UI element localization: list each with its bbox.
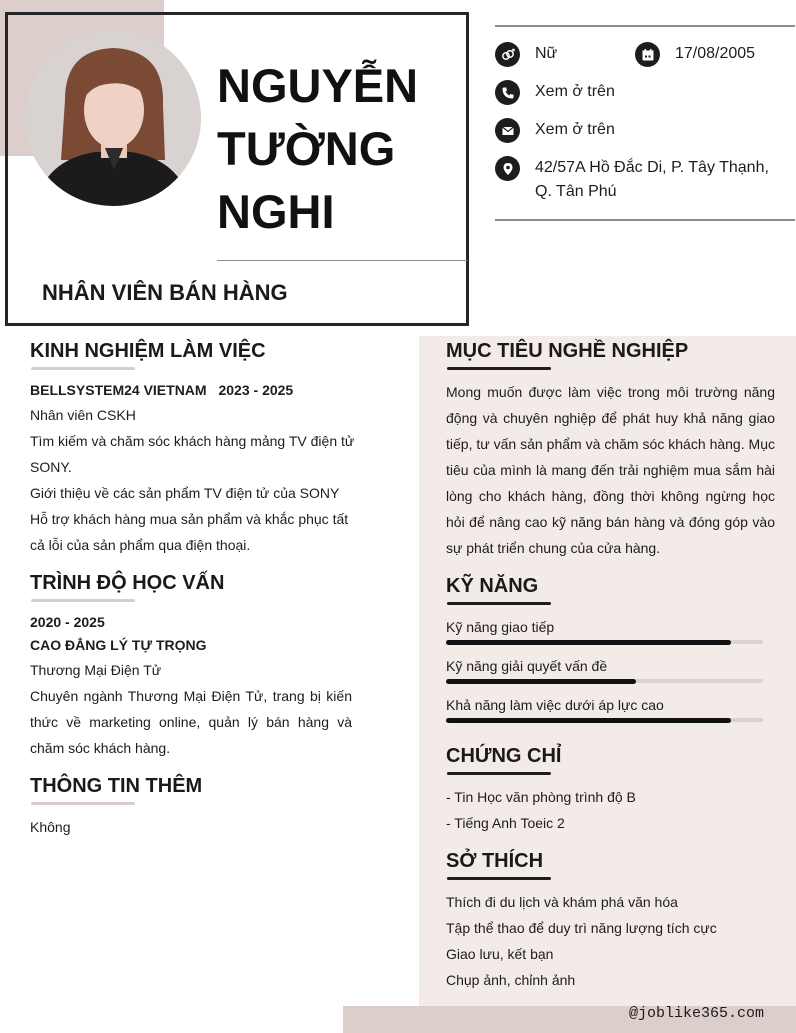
name-line-2: TƯỜNG	[217, 122, 396, 175]
experience-company-row	[30, 377, 293, 403]
skill-label-3: Khả năng làm việc dưới áp lực cao	[446, 697, 664, 713]
certificates-title: CHỨNG CHỈ	[446, 745, 562, 767]
skill-fill-2	[446, 679, 636, 684]
phone-value: Xem ở trên	[535, 83, 615, 100]
skill-bar-3	[446, 718, 763, 722]
contact-email	[495, 118, 615, 143]
education-title: TRÌNH ĐỘ HỌC VẤN	[30, 572, 225, 594]
phone-icon	[495, 80, 520, 105]
name-line-3: NGHI	[217, 185, 335, 238]
address-value	[535, 156, 769, 204]
gender-icon	[495, 42, 520, 67]
certificates-title-underline	[447, 772, 551, 775]
experience-company: BELLSYSTEM24 VIETNAM	[30, 382, 207, 398]
contact-phone	[495, 80, 615, 105]
candidate-name	[217, 54, 457, 243]
skills-title: KỸ NĂNG	[446, 575, 539, 597]
profile-photo	[25, 30, 201, 206]
skill-fill-1	[446, 640, 731, 645]
contact-top-divider	[495, 25, 795, 27]
objective-title-underline	[447, 367, 551, 370]
hobbies-title-underline	[447, 877, 551, 880]
location-pin-icon	[495, 156, 520, 181]
skill-label-2: Kỹ năng giải quyết vấn đề	[446, 658, 608, 674]
objective-text: Mong muốn được làm việc trong môi trường năng động và chuyên nghiệp để phát huy khả năng giao tiếp, tư vấn sản phẩm và chăm sóc khách hàng. Mục tiêu của mình là mang đến trải nghiệm mua sắm hài lòng cho khách hàng, đồng thời không ngừng học hỏi để nâng cao kỹ năng bán hàng và đóng góp vào sự phát triển chung của cửa hàng.	[446, 384, 775, 556]
education-major: Thương Mại Điện Tử	[30, 662, 162, 678]
education-title-underline	[31, 599, 135, 602]
experience-line-3: Giới thiệu về các sản phẩm TV điện tử của SONY	[30, 485, 340, 501]
skill-label-1: Kỹ năng giao tiếp	[446, 619, 555, 635]
contact-birthday	[635, 42, 755, 67]
experience-title-underline	[31, 367, 135, 370]
calendar-icon	[635, 42, 660, 67]
contact-address	[495, 156, 769, 204]
extra-info-title: THÔNG TIN THÊM	[30, 775, 203, 797]
contact-bottom-divider	[495, 219, 795, 221]
hobby-item-3: Giao lưu, kết bạn	[446, 946, 554, 962]
envelope-icon	[495, 118, 520, 143]
job-title: NHÂN VIÊN BÁN HÀNG	[42, 280, 288, 305]
education-school: CAO ĐẲNG LÝ TỰ TRỌNG	[30, 637, 207, 653]
name-divider	[217, 260, 467, 261]
skill-bar-2	[446, 679, 763, 683]
footer-watermark: @joblike365.com	[628, 1005, 764, 1022]
name-line-1: NGUYỄN	[217, 59, 419, 112]
certificate-item-1: - Tin Học văn phòng trình độ B	[446, 789, 636, 805]
experience-line-5: cả lỗi của sản phẩm qua điện thoại.	[30, 537, 251, 553]
experience-position: Nhân viên CSKH	[30, 407, 136, 423]
skills-title-underline	[447, 602, 551, 605]
education-period: 2020 - 2025	[30, 614, 105, 630]
gender-value: Nữ	[535, 45, 558, 62]
birthday-value: 17/08/2005	[675, 45, 756, 62]
email-value: Xem ở trên	[535, 121, 615, 138]
address-line-1: 42/57A Hồ Đắc Di, P. Tây Thạnh,	[535, 159, 769, 176]
experience-line-4: Hỗ trợ khách hàng mua sản phẩm và khắc phục tất	[30, 511, 349, 527]
hobby-item-2: Tập thể thao để duy trì năng lượng tích cực	[446, 920, 717, 936]
extra-info-title-underline	[31, 802, 135, 805]
education-description: Chuyên ngành Thương Mại Điện Tử, trang bị kiến thức về marketing online, quản lý bán hàng và chăm sóc khách hàng.	[30, 688, 352, 756]
skill-bar-1	[446, 640, 763, 644]
hobbies-title: SỞ THÍCH	[446, 850, 544, 872]
experience-title: KINH NGHIỆM LÀM VIỆC	[30, 340, 266, 362]
objective-title: MỤC TIÊU NGHỀ NGHIỆP	[446, 340, 689, 362]
contact-gender	[495, 42, 557, 67]
address-line-2: Q. Tân Phú	[535, 183, 617, 200]
experience-line-1: Tìm kiếm và chăm sóc khách hàng mảng TV điện tử	[30, 433, 355, 449]
experience-line-2: SONY.	[30, 459, 72, 475]
extra-info-value: Không	[30, 819, 71, 835]
skill-fill-3	[446, 718, 731, 723]
hobby-item-1: Thích đi du lịch và khám phá văn hóa	[446, 894, 678, 910]
profile-photo-illustration	[25, 30, 201, 206]
hobby-item-4: Chụp ảnh, chỉnh ảnh	[446, 972, 576, 988]
certificate-item-2: - Tiếng Anh Toeic 2	[446, 815, 565, 831]
experience-period: 2023 - 2025	[218, 382, 294, 398]
